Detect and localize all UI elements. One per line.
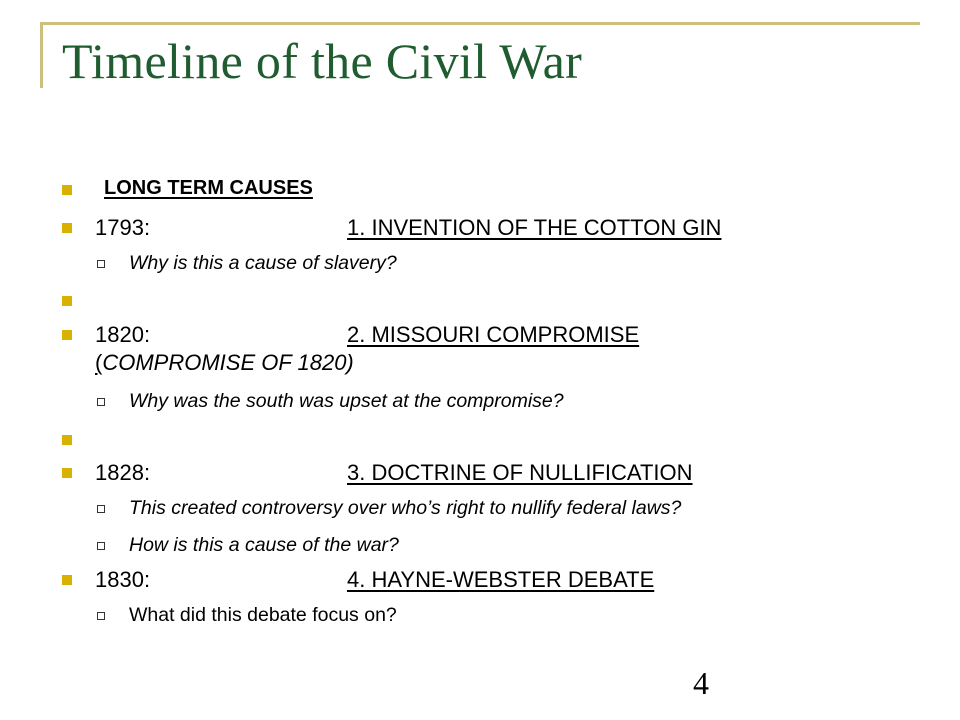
square-bullet-icon	[62, 223, 72, 233]
question-text: Why was the south was upset at the compromise?	[129, 390, 564, 412]
square-bullet-icon	[62, 435, 72, 445]
frame-left-line	[40, 22, 43, 88]
item-event: 4. HAYNE-WEBSTER DEBATE	[347, 567, 655, 592]
question-text: What did this debate focus on?	[129, 604, 397, 626]
slide-title: Timeline of the Civil War	[62, 33, 583, 89]
question-text: This created controversy over who’s right to nullify federal laws?	[129, 497, 682, 519]
hollow-square-bullet-icon	[97, 505, 105, 513]
item-year: 1793:	[95, 215, 151, 240]
frame-top-line	[40, 22, 920, 25]
hollow-square-bullet-icon	[97, 612, 105, 620]
item-event-continuation: (COMPROMISE OF 1820)	[95, 350, 354, 375]
item-event: 1. INVENTION OF THE COTTON GIN	[347, 215, 722, 240]
item-year: 1820:	[95, 322, 151, 347]
square-bullet-icon	[62, 185, 72, 195]
question-text: Why is this a cause of slavery?	[129, 252, 397, 274]
heading-text: LONG TERM CAUSES	[104, 177, 313, 199]
item-year: 1828:	[95, 460, 151, 485]
hollow-square-bullet-icon	[97, 542, 105, 550]
square-bullet-icon	[62, 330, 72, 340]
page-number: 4	[693, 665, 709, 701]
item-event: 2. MISSOURI COMPROMISE	[347, 322, 640, 347]
question-text: How is this a cause of the war?	[129, 534, 399, 556]
square-bullet-icon	[62, 575, 72, 585]
item-event: 3. DOCTRINE OF NULLIFICATION	[347, 460, 693, 485]
hollow-square-bullet-icon	[97, 398, 105, 406]
square-bullet-icon	[62, 468, 72, 478]
item-year: 1830:	[95, 567, 151, 592]
hollow-square-bullet-icon	[97, 260, 105, 268]
square-bullet-icon	[62, 296, 72, 306]
